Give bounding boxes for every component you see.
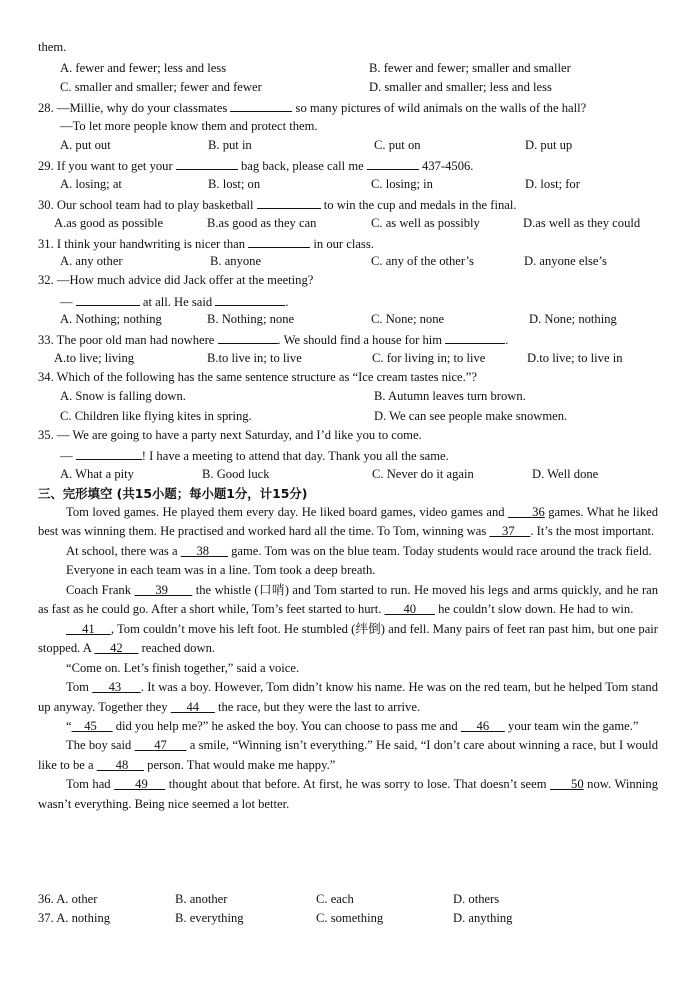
q33-blank-1[interactable] xyxy=(218,331,278,344)
q29-option-b: B. lost; on xyxy=(208,177,261,191)
q28-option-b: B. put in xyxy=(208,138,252,152)
blank-number: 43 xyxy=(108,680,122,695)
q35-option-a: A. What a pity xyxy=(60,467,134,481)
blank-49[interactable] xyxy=(114,777,165,791)
blank-42[interactable] xyxy=(94,641,138,655)
q29-option-d: D. lost; for xyxy=(525,177,580,191)
question-28 xyxy=(38,99,586,116)
q33-option-b: B.to live in; to live xyxy=(207,351,302,365)
q37-option-c: C. something xyxy=(316,911,384,925)
passage-text: , Tom couldn’t move his left foot. He stumbled (绊倒) and fell. Many pairs of feet ran past him, but one pair stopped. A xyxy=(38,621,658,656)
passage-text: Tom loved games. He played them every day. He liked board games, video games and xyxy=(66,505,505,519)
q27-option-d: D. smaller and smaller; less and less xyxy=(369,80,552,94)
passage-text: a smile, “Winning isn’t everything.” He said, “I don’t care about winning a race, but I would like to be a xyxy=(38,738,659,772)
q37-option-b: B. everything xyxy=(175,911,244,925)
blank-number: 37 xyxy=(502,524,515,539)
q32-option-c: C. None; none xyxy=(371,312,445,326)
passage-text: did you help me?” he asked the boy. You can choose to pass me and xyxy=(115,718,458,733)
blank-46[interactable] xyxy=(461,719,505,733)
q33-stem-end: . xyxy=(505,333,509,347)
blank-number: 39 xyxy=(155,582,168,597)
q32-reply-start: — xyxy=(60,295,73,309)
passage-paragraph-3: Everyone in each team was in a line. Tom took a deep breath. xyxy=(66,563,376,578)
passage-text: Coach Frank xyxy=(66,582,132,597)
blank-number: 48 xyxy=(115,757,129,772)
passage-paragraph-7 xyxy=(38,678,658,717)
cloze-passage xyxy=(38,503,658,814)
q28-blank[interactable] xyxy=(230,99,292,112)
q37-option-a: 37. A. nothing xyxy=(38,911,111,925)
blank-number: 45 xyxy=(84,718,97,733)
blank-40[interactable] xyxy=(385,602,435,616)
q27-option-c: C. smaller and smaller; fewer and fewer xyxy=(60,80,262,94)
q35-option-b: B. Good luck xyxy=(202,467,270,481)
q37-option-d: D. anything xyxy=(453,911,513,925)
q34-option-b: B. Autumn leaves turn brown. xyxy=(374,389,526,403)
question-33 xyxy=(38,331,508,348)
blank-number: 40 xyxy=(403,602,417,617)
question-31 xyxy=(38,235,374,252)
passage-paragraph-6: “Come on. Let’s finish together,” said a voice. xyxy=(66,660,300,675)
passage-text: . It was a boy. However, Tom didn’t know his name. He was on the red team, but he helped Tom stand up anyway. Together they xyxy=(38,680,658,714)
passage-text: Tom xyxy=(66,680,89,695)
q30-stem-end: to win the cup and medals in the final. xyxy=(323,198,517,212)
q35-option-d: D. Well done xyxy=(532,467,599,481)
question-32: 32. —How much advice did Jack offer at the meeting? xyxy=(38,273,314,287)
passage-text: game. Tom was on the blue team. Today students would race around the track field. xyxy=(231,543,652,558)
q33-option-a: A.to live; living xyxy=(54,351,135,365)
blank-number: 44 xyxy=(186,699,200,714)
passage-text: now. Winning wasn’t everything. Being nice seemed a lot better. xyxy=(38,777,659,811)
q32-reply-end: . xyxy=(285,295,289,309)
blank-number: 49 xyxy=(135,777,148,792)
q34-option-c: C. Children like flying kites in spring. xyxy=(60,409,252,423)
q29-option-c: C. losing; in xyxy=(371,177,433,191)
q28-reply: —To let more people know them and protect them. xyxy=(60,119,318,133)
blank-45[interactable] xyxy=(72,719,113,733)
passage-paragraph-8 xyxy=(38,717,658,736)
q30-option-c: C. as well as possibly xyxy=(371,216,480,230)
q33-option-d: D.to live; to live in xyxy=(527,351,623,365)
blank-48[interactable] xyxy=(97,758,144,772)
passage-text: thought about that before. At first, he was sorry to lose. That doesn’t seem xyxy=(168,777,547,792)
q28-stem-start: 28. —Millie, why do your classmates xyxy=(38,101,228,115)
section-heading-cloze: 三、完形填空 (共15小题；每小题1分，计15分) xyxy=(38,486,308,501)
passage-paragraph-5 xyxy=(38,620,658,659)
blank-38[interactable] xyxy=(181,544,228,558)
q28-option-a: A. put out xyxy=(60,138,111,152)
q29-stem-start: 29. If you want to get your xyxy=(38,159,173,173)
q31-stem-end: in our class. xyxy=(313,237,374,251)
passage-text: he couldn’t slow down. He had to win. xyxy=(438,602,634,617)
blank-number: 41 xyxy=(82,621,95,636)
q29-stem-mid: bag back, please call me xyxy=(240,159,364,173)
q31-option-d: D. anyone else’s xyxy=(524,254,607,268)
q36-option-c: C. each xyxy=(316,892,354,906)
question-27-tail: them. xyxy=(38,40,67,54)
q31-option-b: B. anyone xyxy=(210,254,262,268)
question-35: 35. — We are going to have a party next Saturday, and I’d like you to come. xyxy=(38,428,422,442)
q35-blank[interactable] xyxy=(76,447,142,460)
q36-option-a: 36. A. other xyxy=(38,892,98,906)
passage-text: reached down. xyxy=(141,641,216,656)
q33-stem-start: 33. The poor old man had nowhere xyxy=(38,333,215,347)
q28-option-d: D. put up xyxy=(525,138,573,152)
q36-option-b: B. another xyxy=(175,892,228,906)
q33-option-c: C. for living in; to live xyxy=(372,351,486,365)
q32-blank-2[interactable] xyxy=(215,293,285,306)
q31-stem-start: 31. I think your handwriting is nicer than xyxy=(38,237,246,251)
blank-43[interactable] xyxy=(92,680,141,694)
passage-paragraph-10 xyxy=(38,775,658,814)
q30-stem-start: 30. Our school team had to play basketball xyxy=(38,198,254,212)
passage-paragraph-1 xyxy=(38,503,658,542)
q32-option-a: A. Nothing; nothing xyxy=(60,312,162,326)
q35-reply xyxy=(60,447,449,464)
blank-number: 38 xyxy=(196,543,210,558)
passage-text: person. That would make me happy.” xyxy=(147,757,336,772)
q32-option-b: B. Nothing; none xyxy=(207,312,295,326)
blank-47[interactable] xyxy=(135,738,187,752)
q29-blank-1[interactable] xyxy=(176,157,238,170)
q32-reply xyxy=(60,293,288,310)
q30-option-b: B.as good as they can xyxy=(207,216,317,230)
blank-number: 42 xyxy=(110,641,123,656)
q27-option-a: A. fewer and fewer; less and less xyxy=(60,61,227,75)
q32-option-d: D. None; nothing xyxy=(529,312,617,326)
passage-text: Tom had xyxy=(66,777,111,792)
q35-reply-end: ! I have a meeting to attend that day. Thank you all the same. xyxy=(141,449,449,463)
q32-blank-1[interactable] xyxy=(76,293,140,306)
blank-number: 36 xyxy=(532,505,545,519)
q32-reply-mid: at all. He said xyxy=(142,295,213,309)
passage-text: The boy said xyxy=(66,738,132,753)
blank-44[interactable] xyxy=(171,700,215,714)
q28-option-c: C. put on xyxy=(374,138,421,152)
blank-number: 47 xyxy=(154,738,167,753)
q29-blank-2[interactable] xyxy=(367,157,419,170)
q27-option-b: B. fewer and fewer; smaller and smaller xyxy=(369,61,571,75)
question-30 xyxy=(38,196,516,213)
q33-blank-2[interactable] xyxy=(445,331,505,344)
blank-50[interactable] xyxy=(550,777,584,791)
q31-option-c: C. any of the other’s xyxy=(371,254,474,268)
blank-37[interactable] xyxy=(489,524,530,538)
q30-option-a: A.as good as possible xyxy=(54,216,164,230)
q29-stem-end: 437-4506. xyxy=(422,159,474,173)
passage-text: games. What he liked best was winning them. He practised and worked hard all the time. To Tom, winning was xyxy=(38,505,658,539)
q30-blank[interactable] xyxy=(257,196,321,209)
blank-number: 46 xyxy=(476,718,490,733)
passage-paragraph-2 xyxy=(38,542,658,561)
question-29 xyxy=(38,157,473,174)
passage-text: At school, there was a xyxy=(66,543,178,558)
q31-blank[interactable] xyxy=(248,235,310,248)
q30-option-d: D.as well as they could xyxy=(523,216,641,230)
q29-option-a: A. losing; at xyxy=(60,177,122,191)
passage-text: the whistle (口哨) and Tom started to run. He moved his legs and arms quickly, and he ran as fast as he could go. After a short while, Tom’s feet started to hurt. xyxy=(38,582,659,617)
q34-option-d: D. We can see people make snowmen. xyxy=(374,409,568,423)
passage-text: “ xyxy=(66,718,72,733)
blank-39[interactable] xyxy=(135,583,193,597)
blank-36[interactable] xyxy=(508,505,545,519)
passage-text: the race, but they were the last to arrive. xyxy=(217,699,421,714)
passage-paragraph-4 xyxy=(38,581,658,620)
q35-reply-start: — xyxy=(60,449,73,463)
q31-option-a: A. any other xyxy=(60,254,123,268)
blank-41[interactable] xyxy=(66,622,111,636)
passage-text: your team win the game.” xyxy=(508,718,639,733)
q34-option-a: A. Snow is falling down. xyxy=(60,389,186,403)
q28-stem-end: so many pictures of wild animals on the walls of the hall? xyxy=(295,101,587,115)
question-34: 34. Which of the following has the same sentence structure as “Ice cream tastes nice.”? xyxy=(38,370,477,384)
q36-option-d: D. others xyxy=(453,892,500,906)
q35-option-c: C. Never do it again xyxy=(372,467,474,481)
blank-number: 50 xyxy=(571,777,584,792)
passage-paragraph-9 xyxy=(38,736,658,775)
passage-text: . It’s the most important. xyxy=(530,524,655,539)
q33-stem-mid: . We should find a house for him xyxy=(277,333,443,347)
